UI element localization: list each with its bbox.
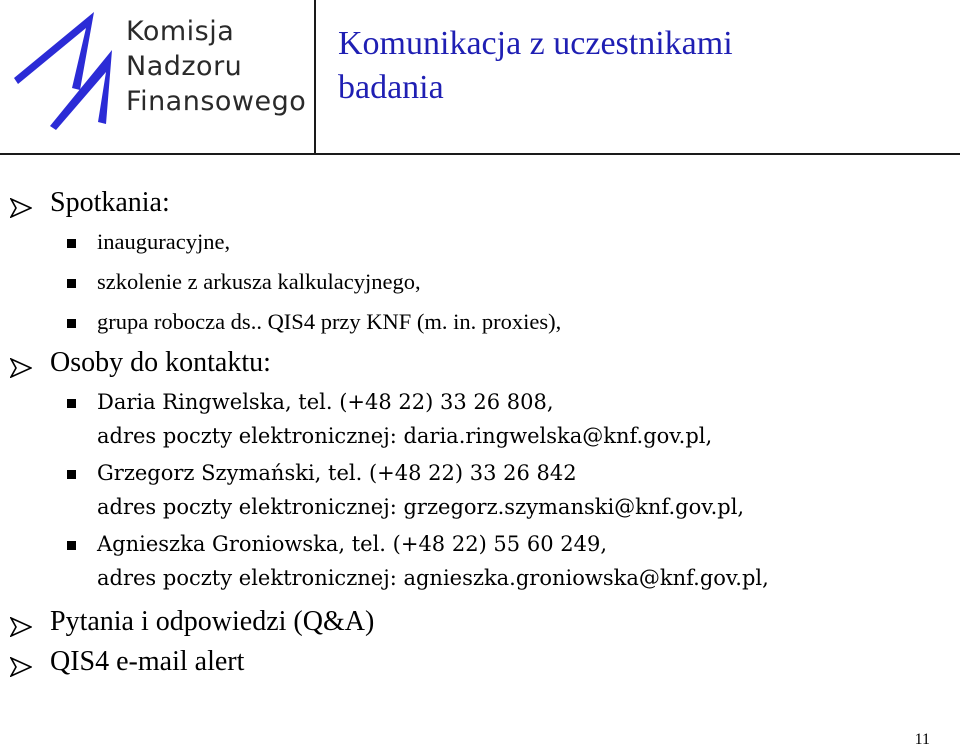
arrow-bullet-icon (10, 198, 32, 218)
bullet-spotkania: Spotkania: (50, 187, 170, 218)
sub-bullet-szkolenie: szkolenie z arkusza kalkulacyjnego, (97, 269, 421, 294)
contact-1-email: adres poczty elektronicznej: daria.ringwelska@knf.gov.pl, (97, 424, 713, 448)
page-number: 11 (914, 731, 930, 748)
square-bullet-icon (67, 279, 76, 288)
contact-2-name: Grzegorz Szymański, tel. (+48 22) 33 26 842 (97, 461, 577, 485)
bullet-qa: Pytania i odpowiedzi (Q&A) (50, 606, 375, 637)
bullet-osoby: Osoby do kontaktu: (50, 347, 271, 378)
logo-line-3: Finansowego (126, 86, 307, 117)
logo-line-2: Nadzoru (126, 51, 243, 82)
square-bullet-icon (67, 470, 76, 479)
square-bullet-icon (67, 239, 76, 248)
square-bullet-icon (67, 541, 76, 550)
bullet-email-alert: QIS4 e-mail alert (50, 646, 245, 677)
sub-bullet-grupa-robocza: grupa robocza ds.. QIS4 przy KNF (m. in. proxies), (97, 309, 562, 334)
contact-2-email: adres poczty elektronicznej: grzegorz.szymanski@knf.gov.pl, (97, 495, 745, 519)
contact-3-name: Agnieszka Groniowska, tel. (+48 22) 55 60 249, (97, 532, 607, 556)
logo-line-1: Komisja (126, 16, 235, 47)
square-bullet-icon (67, 319, 76, 328)
arrow-bullet-icon (10, 617, 32, 637)
arrow-bullet-icon (10, 358, 32, 378)
sub-bullet-inauguracyjne: inauguracyjne, (97, 229, 231, 254)
arrow-bullet-icon (10, 657, 32, 677)
square-bullet-icon (67, 399, 76, 408)
slide-title-line-2: badania (338, 69, 444, 106)
contact-3-email: adres poczty elektronicznej: agnieszka.groniowska@knf.gov.pl, (97, 566, 769, 590)
slide-title-line-1: Komunikacja z uczestnikami (338, 25, 733, 62)
contact-1-name: Daria Ringwelska, tel. (+48 22) 33 26 808, (97, 390, 554, 414)
